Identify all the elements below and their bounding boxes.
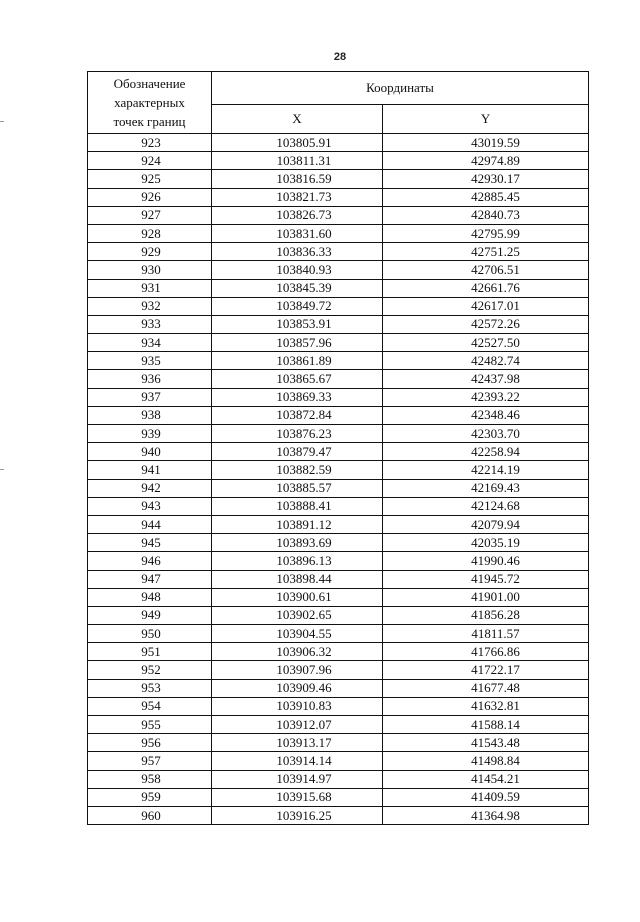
y-coordinate-cell: 42124.68 — [383, 497, 589, 515]
point-number-cell: 935 — [88, 352, 212, 370]
y-coordinate-cell: 42437.98 — [383, 370, 589, 388]
point-number-cell: 937 — [88, 388, 212, 406]
y-coordinate-cell: 42617.01 — [383, 297, 589, 315]
table-row — [88, 370, 589, 388]
point-number-cell: 936 — [88, 370, 212, 388]
y-coordinate-cell: 42348.46 — [383, 406, 589, 424]
y-coordinate-cell: 42079.94 — [383, 515, 589, 533]
table-row — [88, 661, 589, 679]
y-coordinate-cell: 42706.51 — [383, 261, 589, 279]
table-row — [88, 243, 589, 261]
y-coordinate-cell: 41632.81 — [383, 697, 589, 715]
x-coordinate-cell: 103836.33 — [212, 243, 383, 261]
point-number-cell: 946 — [88, 552, 212, 570]
table-row — [88, 261, 589, 279]
y-coordinate-cell: 42258.94 — [383, 443, 589, 461]
y-coordinate-cell: 41498.84 — [383, 752, 589, 770]
table-row — [88, 625, 589, 643]
table-row — [88, 643, 589, 661]
y-coordinate-cell: 41454.21 — [383, 770, 589, 788]
x-coordinate-cell: 103831.60 — [212, 224, 383, 242]
point-number-cell: 942 — [88, 479, 212, 497]
y-coordinate-cell: 41543.48 — [383, 734, 589, 752]
x-coordinate-cell: 103845.39 — [212, 279, 383, 297]
table-row — [88, 188, 589, 206]
point-number-cell: 952 — [88, 661, 212, 679]
y-coordinate-cell: 42751.25 — [383, 243, 589, 261]
table-row — [88, 170, 589, 188]
coordinates-header: Координаты — [212, 72, 589, 105]
table-row — [88, 697, 589, 715]
point-number-cell: 940 — [88, 443, 212, 461]
y-coordinate-cell: 42527.50 — [383, 334, 589, 352]
x-coordinate-cell: 103896.13 — [212, 552, 383, 570]
y-coordinate-cell: 43019.59 — [383, 134, 589, 152]
point-number-cell: 949 — [88, 606, 212, 624]
point-column-header-line: Обозначение — [113, 76, 186, 91]
point-number-cell: 956 — [88, 734, 212, 752]
point-number-cell: 947 — [88, 570, 212, 588]
x-coordinate-cell: 103826.73 — [212, 206, 383, 224]
table-row — [88, 315, 589, 333]
y-coordinate-cell: 41409.59 — [383, 788, 589, 806]
y-coordinate-cell: 42169.43 — [383, 479, 589, 497]
point-number-cell: 929 — [88, 243, 212, 261]
x-coordinate-cell: 103915.68 — [212, 788, 383, 806]
point-number-cell: 948 — [88, 588, 212, 606]
table-row — [88, 606, 589, 624]
table-row — [88, 479, 589, 497]
y-coordinate-cell: 41364.98 — [383, 806, 589, 824]
x-coordinate-cell: 103907.96 — [212, 661, 383, 679]
x-coordinate-cell: 103909.46 — [212, 679, 383, 697]
point-number-cell: 934 — [88, 334, 212, 352]
x-coordinate-cell: 103821.73 — [212, 188, 383, 206]
y-coordinate-cell: 41856.28 — [383, 606, 589, 624]
page-number: 28 — [333, 51, 347, 63]
point-number-cell: 957 — [88, 752, 212, 770]
point-number-cell: 938 — [88, 406, 212, 424]
table-row — [88, 224, 589, 242]
table-row — [88, 752, 589, 770]
x-coordinate-cell: 103869.33 — [212, 388, 383, 406]
point-number-cell: 926 — [88, 188, 212, 206]
point-number-cell: 960 — [88, 806, 212, 824]
boundary-points-table — [87, 71, 589, 825]
table-row — [88, 552, 589, 570]
table-row — [88, 279, 589, 297]
table-row — [88, 515, 589, 533]
point-number-cell: 943 — [88, 497, 212, 515]
table-row — [88, 443, 589, 461]
x-coordinate-cell: 103898.44 — [212, 570, 383, 588]
x-coordinate-cell: 103914.97 — [212, 770, 383, 788]
table-row — [88, 716, 589, 734]
y-coordinate-cell: 41722.17 — [383, 661, 589, 679]
point-number-cell: 951 — [88, 643, 212, 661]
x-coordinate-cell: 103865.67 — [212, 370, 383, 388]
table-row — [88, 497, 589, 515]
y-coordinate-cell: 41945.72 — [383, 570, 589, 588]
table-body — [88, 134, 589, 825]
x-coordinate-cell: 103916.25 — [212, 806, 383, 824]
x-coordinate-cell: 103900.61 — [212, 588, 383, 606]
point-number-cell: 931 — [88, 279, 212, 297]
table-row — [88, 461, 589, 479]
y-coordinate-cell: 41766.86 — [383, 643, 589, 661]
table-row — [88, 788, 589, 806]
x-coordinate-cell: 103879.47 — [212, 443, 383, 461]
table-row — [88, 388, 589, 406]
y-coordinate-cell: 42885.45 — [383, 188, 589, 206]
y-coordinate-cell: 42795.99 — [383, 224, 589, 242]
point-number-cell: 928 — [88, 224, 212, 242]
x-coordinate-cell: 103893.69 — [212, 534, 383, 552]
point-number-cell: 924 — [88, 152, 212, 170]
table-row — [88, 334, 589, 352]
table-row — [88, 206, 589, 224]
point-number-cell: 927 — [88, 206, 212, 224]
x-coordinate-cell: 103857.96 — [212, 334, 383, 352]
y-coordinate-cell: 42840.73 — [383, 206, 589, 224]
table-row — [88, 134, 589, 152]
point-number-cell: 958 — [88, 770, 212, 788]
point-column-header-line: характерных — [114, 95, 185, 110]
x-coordinate-cell: 103912.07 — [212, 716, 383, 734]
y-coordinate-cell: 42661.76 — [383, 279, 589, 297]
y-coordinate-cell: 42572.26 — [383, 315, 589, 333]
x-coordinate-cell: 103805.91 — [212, 134, 383, 152]
point-number-cell: 923 — [88, 134, 212, 152]
x-coordinate-cell: 103914.14 — [212, 752, 383, 770]
x-coordinate-cell: 103811.31 — [212, 152, 383, 170]
point-number-cell: 939 — [88, 425, 212, 443]
table-row — [88, 534, 589, 552]
y-coordinate-cell: 41901.00 — [383, 588, 589, 606]
x-coordinate-cell: 103882.59 — [212, 461, 383, 479]
x-coordinate-cell: 103876.23 — [212, 425, 383, 443]
point-number-cell: 925 — [88, 170, 212, 188]
y-coordinate-cell: 42974.89 — [383, 152, 589, 170]
point-number-cell: 959 — [88, 788, 212, 806]
scan-margin-mark — [0, 121, 4, 122]
x-coordinate-cell: 103816.59 — [212, 170, 383, 188]
point-number-cell: 944 — [88, 515, 212, 533]
point-number-cell: 950 — [88, 625, 212, 643]
point-number-cell: 945 — [88, 534, 212, 552]
x-coordinate-cell: 103902.65 — [212, 606, 383, 624]
y-coordinate-cell: 41588.14 — [383, 716, 589, 734]
y-column-header: Y — [383, 105, 589, 134]
y-coordinate-cell: 42214.19 — [383, 461, 589, 479]
table-row — [88, 425, 589, 443]
x-coordinate-cell: 103840.93 — [212, 261, 383, 279]
point-number-cell: 953 — [88, 679, 212, 697]
table-header — [88, 72, 589, 134]
y-coordinate-cell: 42303.70 — [383, 425, 589, 443]
scan-margin-mark — [0, 469, 4, 470]
x-coordinate-cell: 103891.12 — [212, 515, 383, 533]
x-coordinate-cell: 103904.55 — [212, 625, 383, 643]
table-row — [88, 152, 589, 170]
point-number-cell: 955 — [88, 716, 212, 734]
table-row — [88, 770, 589, 788]
y-coordinate-cell: 41990.46 — [383, 552, 589, 570]
y-coordinate-cell: 42930.17 — [383, 170, 589, 188]
x-coordinate-cell: 103913.17 — [212, 734, 383, 752]
y-coordinate-cell: 42393.22 — [383, 388, 589, 406]
point-number-cell: 933 — [88, 315, 212, 333]
table-row — [88, 588, 589, 606]
y-coordinate-cell: 41811.57 — [383, 625, 589, 643]
x-coordinate-cell: 103849.72 — [212, 297, 383, 315]
table-row — [88, 406, 589, 424]
table-row — [88, 352, 589, 370]
x-coordinate-cell: 103853.91 — [212, 315, 383, 333]
point-column-header — [88, 72, 212, 134]
point-column-header-line: точек границ — [113, 114, 186, 129]
point-number-cell: 930 — [88, 261, 212, 279]
table-row — [88, 679, 589, 697]
x-coordinate-cell: 103885.57 — [212, 479, 383, 497]
point-number-cell: 941 — [88, 461, 212, 479]
y-coordinate-cell: 41677.48 — [383, 679, 589, 697]
table-row — [88, 570, 589, 588]
x-coordinate-cell: 103888.41 — [212, 497, 383, 515]
y-coordinate-cell: 42035.19 — [383, 534, 589, 552]
table-row — [88, 806, 589, 824]
x-coordinate-cell: 103861.89 — [212, 352, 383, 370]
y-coordinate-cell: 42482.74 — [383, 352, 589, 370]
x-coordinate-cell: 103906.32 — [212, 643, 383, 661]
point-number-cell: 932 — [88, 297, 212, 315]
point-number-cell: 954 — [88, 697, 212, 715]
x-coordinate-cell: 103872.84 — [212, 406, 383, 424]
x-coordinate-cell: 103910.83 — [212, 697, 383, 715]
table-row — [88, 297, 589, 315]
x-column-header: X — [212, 105, 383, 134]
table-row — [88, 734, 589, 752]
